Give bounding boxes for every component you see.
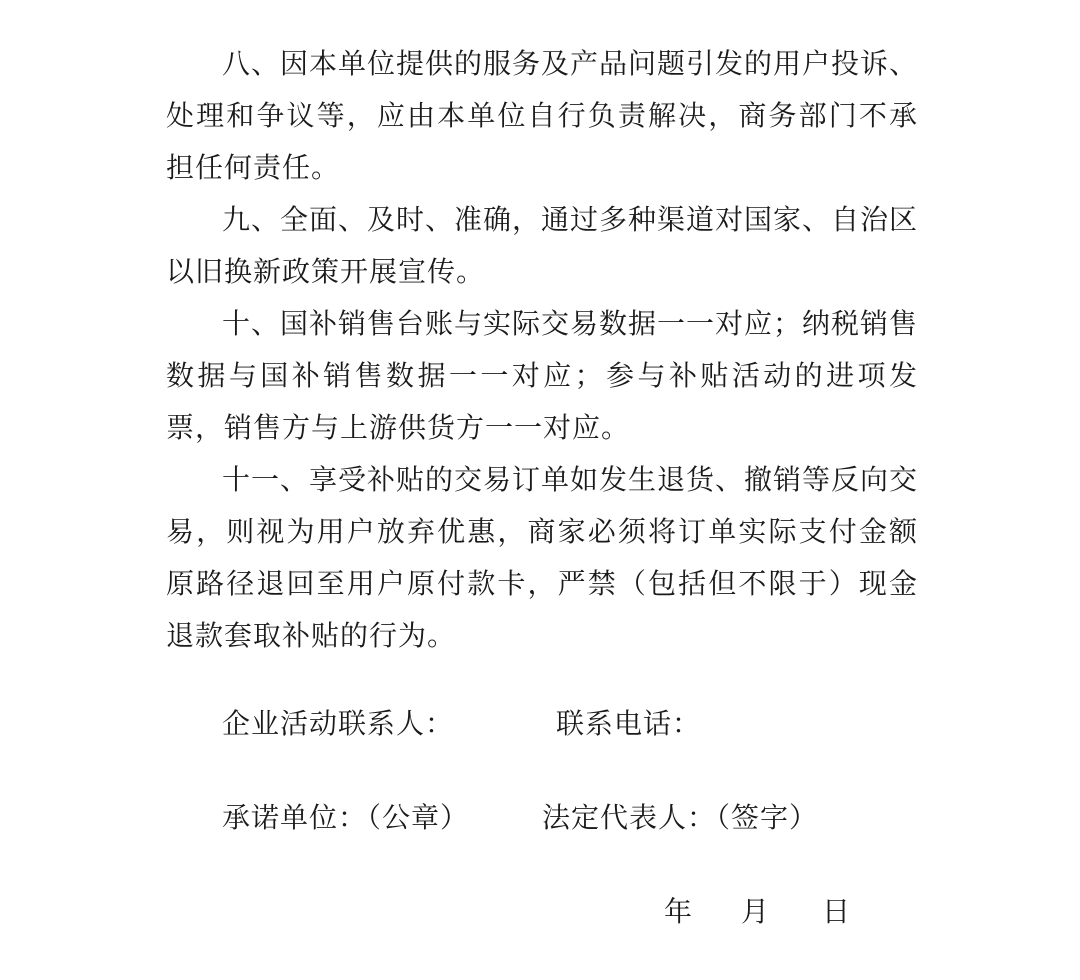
date-year-label: 年 — [664, 895, 694, 928]
clause-9: 九、全面、及时、准确，通过多种渠道对国家、自治区以旧换新政策开展宣传。 — [166, 203, 919, 288]
clause-8: 八、因本单位提供的服务及产品问题引发的用户投诉、处理和争议等，应由本单位自行负责解决，商务部门不承担任何责任。 — [166, 47, 919, 184]
contact-row — [222, 704, 702, 744]
legal-representative-label: 法定代表人：（签字） — [542, 801, 819, 834]
clause-11: 十一、享受补贴的交易订单如发生退货、撤销等反向交易，则视为用户放弃优惠，商家必须将订单实际支付金额原路径退回至用户原付款卡，严禁（包括但不限于）现金退款套取补贴的行为。 — [166, 463, 919, 652]
date-month-label: 月 — [741, 895, 771, 928]
clause-10: 十、国补销售台账与实际交易数据一一对应；纳税销售数据与国补销售数据一一对应；参与补贴活动的进项发票，销售方与上游供货方一一对应。 — [166, 307, 919, 444]
contact-person-label: 企业活动联系人： — [222, 707, 455, 740]
contact-phone-label: 联系电话： — [556, 707, 702, 740]
commitment-document-body — [166, 38, 918, 662]
signature-row — [222, 798, 819, 838]
committing-unit-label: 承诺单位：（公章） — [222, 801, 470, 834]
date-day-label: 日 — [822, 895, 852, 928]
date-line — [664, 892, 851, 932]
